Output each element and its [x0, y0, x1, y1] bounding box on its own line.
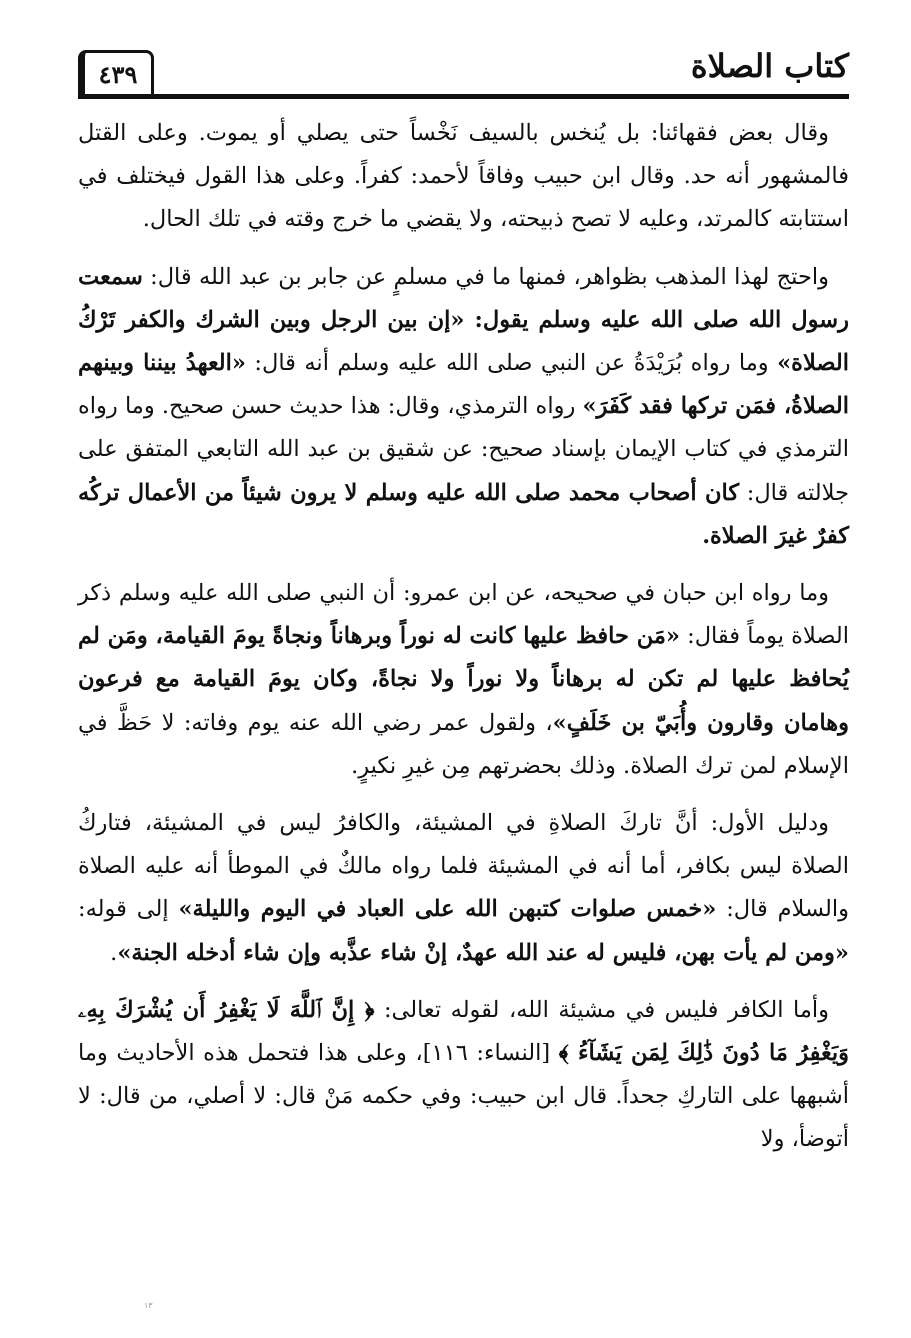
- paragraph: [78, 572, 849, 788]
- quoted-text: سمعت رسول الله صلى الله عليه وسلم يقول: «إن بين الرجل وبين الشرك والكفر تَرْكُ الصلاة»: [78, 263, 849, 377]
- page-number: ٤٣٩: [78, 50, 154, 96]
- body-text: رواه الترمذي، وقال: هذا حديث حسن صحيح. وما رواه الترمذي في كتاب الإيمان بإسناد صحيح: عن شقيق بن عبد الله التابعي المتفق على جلالته قال:: [78, 393, 850, 506]
- paragraph: [78, 256, 849, 558]
- body-text: وأما الكافر فليس في مشيئة الله، لقوله تعالى:: [374, 996, 829, 1023]
- body-text: واحتج لهذا المذهب بظواهر، فمنها ما في مسلمٍ عن جابر بن عبد الله قال:: [142, 263, 829, 290]
- body-text: وما رواه ابن حبان في صحيحه، عن ابن عمرو: أن النبي صلى الله عليه وسلم ذكر الصلاة يوماً فقال:: [78, 580, 849, 650]
- body-text: .: [110, 939, 118, 966]
- paragraph: [78, 989, 849, 1162]
- header-divider: [78, 94, 849, 99]
- body-text: ، ولقول عمر رضي الله عنه يوم وفاته: لا حَظَّ في الإسلام لمن ترك الصلاة. وذلك بحضرتهم مِن غيرِ نكيرٍ.: [78, 709, 849, 779]
- chapter-title: كتاب الصلاة: [690, 47, 849, 85]
- paragraph: [78, 112, 849, 242]
- quoted-text: «خمس صلوات كتبهن الله على العباد في اليوم والليلة»: [178, 896, 717, 923]
- quoted-text: «ومن لم يأت بهن، فليس له عند الله عهدٌ، إنْ شاء عذَّبه وإن شاء أدخله الجنة»: [117, 939, 849, 966]
- page-body: [78, 112, 849, 1162]
- paragraph: [78, 802, 849, 975]
- quoted-text: كان أصحاب محمد صلى الله عليه وسلم لا يرون شيئاً من الأعمال تركُه كفرٌ غيرَ الصلاة.: [78, 479, 849, 549]
- print-mark: ١٣: [144, 1301, 153, 1310]
- quoted-text: ﴿ إِنَّ ٱللَّهَ لَا يَغْفِرُ أَن يُشْرَكَ بِهِۦ وَيَغْفِرُ مَا دُونَ ذَٰلِكَ لِمَن يَشَآءُ ﴾: [78, 996, 849, 1067]
- quoted-text: «مَن حافظ عليها كانت له نوراً وبرهاناً ونجاةً يومَ القيامة، ومَن لم يُحافظ عليها لم تكن له برهاناً ولا نوراً ولا نجاةً، وكان يومَ القيامة مع فرعون وهامان وقارون وأُبَيّ بن خَلَفٍ»: [78, 623, 849, 736]
- body-text: إلى قوله:: [78, 896, 179, 923]
- body-text: وقال بعض فقهائنا: بل يُنخس بالسيف نَخْساً حتى يصلي أو يموت. وعلى القتل فالمشهور أنه حد. وقال ابن حبيب وفاقاً لأحمد: كفراً. وعلى هذا القول فيختلف في استتابته كالمرتد، وعليه لا تصح ذبيحته، ولا يقضي ما خرج وقته في تلك الحال.: [78, 120, 849, 233]
- body-text: [النساء: ١١٦]، وعلى هذا فتحمل هذه الأحاديث وما أشبهها على التاركِ جحداً. قال ابن حبيب: وفي حكمه مَنْ قال: لا أصلي، من قال: لا أتوضأ، ولا: [78, 1040, 849, 1153]
- body-text: وما رواه بُرَيْدَةُ عن النبي صلى الله عليه وسلم أنه قال:: [245, 350, 778, 377]
- page-header: [78, 42, 849, 100]
- quoted-text: «العهدُ بيننا وبينهم الصلاةُ، فمَن تركها فقد كَفَرَ»: [78, 350, 849, 420]
- body-text: ودليل الأول: أنَّ تاركَ الصلاةِ في المشيئة، والكافرُ ليس في المشيئة، فتاركُ الصلاة ليس بكافر، أما أنه في المشيئة فلما رواه مالكٌ في الموطأ أنه عليه الصلاة والسلام قال:: [78, 810, 849, 923]
